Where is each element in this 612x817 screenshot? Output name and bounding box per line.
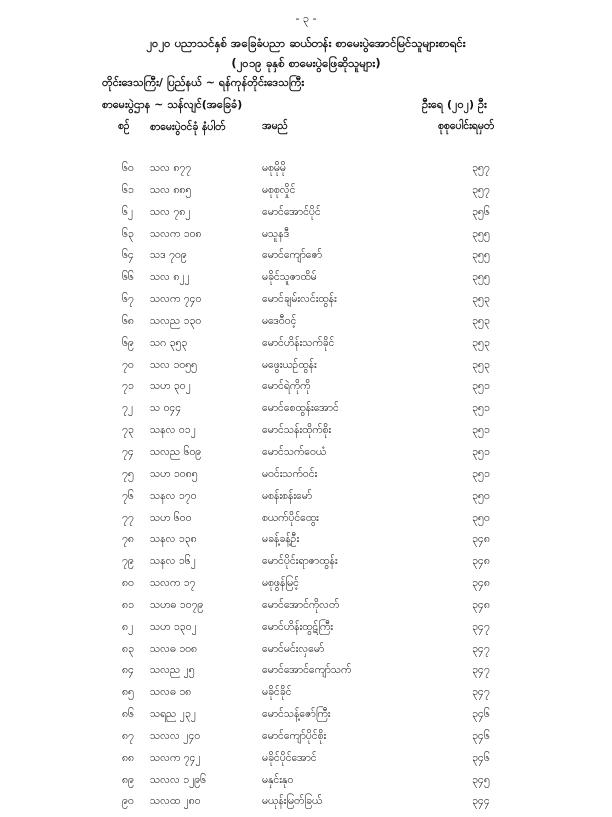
roll-number: သလလ ၂၄၀ <box>150 729 201 742</box>
roll-number: သလည ၂၅ <box>150 664 195 677</box>
exam-centre-label: စာမေးပွဲဌာန ~ သန်လျင်(အခြေခံ) <box>102 98 243 111</box>
roll-number: သနလ ၁၇၀ <box>150 489 197 502</box>
student-name: မောင်ရဲကိုကို <box>262 380 311 393</box>
row-number: ၈၃ <box>122 642 134 655</box>
total-marks: ၃၅၁ <box>472 445 490 458</box>
student-name: မောင်သန့်ဇော်ကြီး <box>262 708 331 721</box>
student-name: မောင်ကျော်ပိုင်စိုး <box>262 729 327 742</box>
student-name: မောင်ချမ်းလင်းထွန်း <box>262 293 337 306</box>
student-name: မခိုင်သူဇာထိမ် <box>262 271 317 284</box>
roll-number: သလက ၇၄၂ <box>150 751 201 764</box>
table-row <box>0 184 612 206</box>
roll-number: သလဓ ၁၈ <box>150 686 192 699</box>
roll-number: သဟ ၁၃၀၂ <box>150 620 197 633</box>
student-name: မဖွေးယဉ်ထွန်း <box>262 358 317 371</box>
roll-number: သလည ၆၀၉ <box>150 445 202 458</box>
candidate-count: ဦးရေ (၂၀၂) ဦး <box>422 98 487 111</box>
row-number: ၇၅ <box>122 467 134 480</box>
student-name: မခန့်ခန့်ဦး <box>262 533 300 546</box>
roll-number: သနလ ၁၆၂ <box>150 555 196 568</box>
total-marks: ၃၄၈ <box>472 555 490 568</box>
total-marks: ၃၅၀ <box>472 511 490 524</box>
row-number: ၇၄ <box>122 445 134 458</box>
row-number: ၆၇ <box>122 293 134 306</box>
student-name: မောင်ကျော်ဇော် <box>262 249 323 262</box>
header-no: စဉ် <box>118 120 130 132</box>
row-number: ၈၂ <box>122 620 134 633</box>
table-row <box>0 730 612 752</box>
table-row <box>0 271 612 293</box>
table-row <box>0 686 612 708</box>
row-number: ၈၅ <box>122 686 134 699</box>
total-marks: ၃၄၇ <box>472 664 490 677</box>
row-number: ၇၀ <box>122 358 134 371</box>
roll-number: သရည ၂၃၂ <box>150 708 196 721</box>
table-row <box>0 533 612 555</box>
student-name: မခိုင်ခိုင် <box>262 686 292 699</box>
total-marks: ၃၅၅ <box>472 271 490 284</box>
region-label: တိုင်းဒေသကြီး/ ပြည်နယ် ~ ရန်ကုန်တိုင်းဒေသကြီး <box>102 76 305 89</box>
student-name: မသူနဒီ <box>262 227 290 240</box>
total-marks: ၃၅၅ <box>472 249 490 262</box>
table-row <box>0 424 612 446</box>
total-marks: ၃၅၃ <box>472 358 490 371</box>
table-row <box>0 359 612 381</box>
roll-number: သဟ ၃၀၂ <box>150 380 191 393</box>
roll-number: သလ ၈၇၇ <box>150 162 192 174</box>
roll-number: သလဓ ၁၀၈ <box>150 642 198 655</box>
row-number: ၇၈ <box>122 533 134 546</box>
roll-number: သဟ ၁၀၈၅ <box>150 467 198 480</box>
total-marks: ၃၄၆ <box>472 751 490 764</box>
total-marks: ၃၄၅ <box>472 773 490 786</box>
total-marks: ၃၅၅ <box>472 227 490 240</box>
roll-number: သလလ ၁၂၉၆ <box>150 773 207 786</box>
total-marks: ၃၄၇ <box>472 686 490 699</box>
table-row <box>0 795 612 817</box>
table-row <box>0 337 612 359</box>
total-marks: ၃၅၆ <box>472 205 490 218</box>
table-row <box>0 315 612 337</box>
total-marks: ၃၄၄ <box>472 795 490 808</box>
row-number: ၈၆ <box>122 708 134 721</box>
total-marks: ၃၅၃ <box>472 336 490 349</box>
table-row <box>0 664 612 686</box>
row-number: ၈၉ <box>122 773 134 786</box>
total-marks: ၃၄၈ <box>472 598 490 611</box>
total-marks: ၃၅၇ <box>472 183 490 196</box>
table-row <box>0 621 612 643</box>
table-row <box>0 402 612 424</box>
table-row <box>0 468 612 490</box>
page-number: - ၃ - <box>295 12 317 25</box>
row-number: ၆၉ <box>122 336 134 349</box>
row-number: ၈၄ <box>122 664 134 677</box>
total-marks: ၃၅၀ <box>472 489 490 502</box>
table-row <box>0 708 612 730</box>
table-row <box>0 380 612 402</box>
row-number: ၇၃ <box>122 424 134 437</box>
student-name: မောင်အောင်ကိုလတ် <box>262 598 340 611</box>
table-row <box>0 206 612 228</box>
row-number: ၇၂ <box>122 402 134 415</box>
row-number: ၈၁ <box>122 598 134 611</box>
roll-number: သလည ၁၃၀ <box>150 314 202 327</box>
student-name: မစုစုလှိုင် <box>262 183 296 196</box>
total-marks: ၃၄၈ <box>472 533 490 546</box>
row-number: ၈၇ <box>122 729 134 742</box>
roll-number: သနလ ၀၁၂ <box>150 424 196 437</box>
student-name: မဒေဝီဝင့် <box>262 314 297 327</box>
total-marks: ၃၅၃ <box>472 293 490 306</box>
student-name: မောင်ဟိန်းသက်ခိုင် <box>262 336 335 349</box>
total-marks: ၃၄၇ <box>472 642 490 655</box>
student-name: မောင်ဟိန်းထွဋ်ကြီး <box>262 620 333 633</box>
total-marks: ၃၅၃ <box>472 314 490 327</box>
student-name: မစုမိုမို <box>262 162 286 174</box>
row-number: ၆၄ <box>122 249 134 262</box>
student-name: မောင်အောင်ကျော်သက် <box>262 664 352 677</box>
row-number: ၈၈ <box>122 751 134 764</box>
student-name: မနှင်းနုဝ <box>262 773 294 786</box>
row-number: ၆၃ <box>122 227 134 240</box>
student-name: မောင်အောင်ပိုင် <box>262 205 321 218</box>
table-row <box>0 774 612 796</box>
total-marks: ၃၅၁ <box>472 424 490 437</box>
row-number: ၈၀ <box>122 577 134 590</box>
total-marks: ၃၄၈ <box>472 577 490 590</box>
student-name: စယက်ပိုင်ထွေး <box>262 511 319 524</box>
total-marks: ၃၅၇ <box>472 162 490 174</box>
roll-number: သလက ၁၇ <box>150 577 196 590</box>
table-row <box>0 752 612 774</box>
table-row <box>0 162 612 184</box>
document-title: ၂၀၂၀ ပညာသင်နှစ် အခြေခံပညာ ဆယ်တန်း စာမေးပွဲအောင်မြင်သူများစာရင်း <box>146 36 466 50</box>
student-name: မောင်သန်းထိုက်စိုး <box>262 424 332 437</box>
table-row <box>0 249 612 271</box>
row-number: ၉၀ <box>122 795 134 808</box>
student-name: မစန်းစန်းမော် <box>262 489 313 502</box>
table-row <box>0 643 612 665</box>
total-marks: ၃၅၁ <box>472 380 490 393</box>
student-name: မောင်စေထွန်းအောင် <box>262 402 339 415</box>
roll-number: သဟဓ ၁၀၇၉ <box>150 598 204 611</box>
results-table <box>0 162 612 817</box>
table-row <box>0 490 612 512</box>
roll-number: သလက ၁၀၈ <box>150 227 202 240</box>
total-marks: ၃၄၇ <box>472 620 490 633</box>
row-number: ၆၂ <box>122 205 134 218</box>
total-marks: ၃၅၁ <box>472 467 490 480</box>
row-number: ၇၆ <box>122 489 134 502</box>
roll-number: သလက ၇၄၀ <box>150 293 202 306</box>
table-row <box>0 228 612 250</box>
roll-number: သလ ၇၈၂ <box>150 205 191 218</box>
header-roll-number: စာမေးပွဲဝင်ခုံ နံပါတ် <box>150 121 226 133</box>
row-number: ၆၆ <box>122 271 134 284</box>
header-total-marks: စုစုပေါင်းရမှတ် <box>438 120 495 132</box>
roll-number: သဟ ၆၀၀ <box>150 511 192 524</box>
roll-number: သ ၀၄၄ <box>150 402 182 415</box>
roll-number: သဒ ၇၀၉ <box>150 249 187 262</box>
student-name: မောင်ပိုင်းရာဇာထွန်း <box>262 555 338 568</box>
roll-number: သလ ၈၂၂ <box>150 271 190 284</box>
student-name: မောင်မင်းလှမော် <box>262 642 325 655</box>
student-name: မောင်သက်ဝေယံ <box>262 445 327 458</box>
table-row <box>0 512 612 534</box>
row-number: ၆၀ <box>122 162 134 174</box>
row-number: ၆၁ <box>122 183 134 196</box>
row-number: ၇၁ <box>122 380 134 393</box>
roll-number: သဂ ၃၅၃ <box>150 336 188 349</box>
student-name: မစုဖွန်မြင့် <box>262 577 299 590</box>
table-row <box>0 446 612 468</box>
table-row <box>0 577 612 599</box>
roll-number: သလထ ၂၈၀ <box>150 795 201 808</box>
roll-number: သနလ ၁၃၈ <box>150 533 197 546</box>
total-marks: ၃၄၆ <box>472 708 490 721</box>
row-number: ၆၈ <box>122 314 134 327</box>
roll-number: သလ ၈၈၅ <box>150 183 192 196</box>
table-row <box>0 555 612 577</box>
total-marks: ၃၅၁ <box>472 402 490 415</box>
student-name: မခိုင်ပိုင်အောင် <box>262 751 317 764</box>
student-name: မယုန်းမြတ်ခြယ် <box>262 795 323 808</box>
row-number: ၇၉ <box>122 555 134 568</box>
total-marks: ၃၄၆ <box>472 729 490 742</box>
student-name: မဝင်းသက်ဝင်း <box>262 467 318 480</box>
document-subtitle: (၂၀၁၉ ခုနှစ် စာမေးပွဲဖြေဆိုသူများ) <box>231 56 381 70</box>
table-row <box>0 599 612 621</box>
roll-number: သလ ၁၀၅၅ <box>150 358 197 371</box>
table-row <box>0 293 612 315</box>
row-number: ၇၇ <box>122 511 134 524</box>
header-name: အမည် <box>262 120 288 132</box>
